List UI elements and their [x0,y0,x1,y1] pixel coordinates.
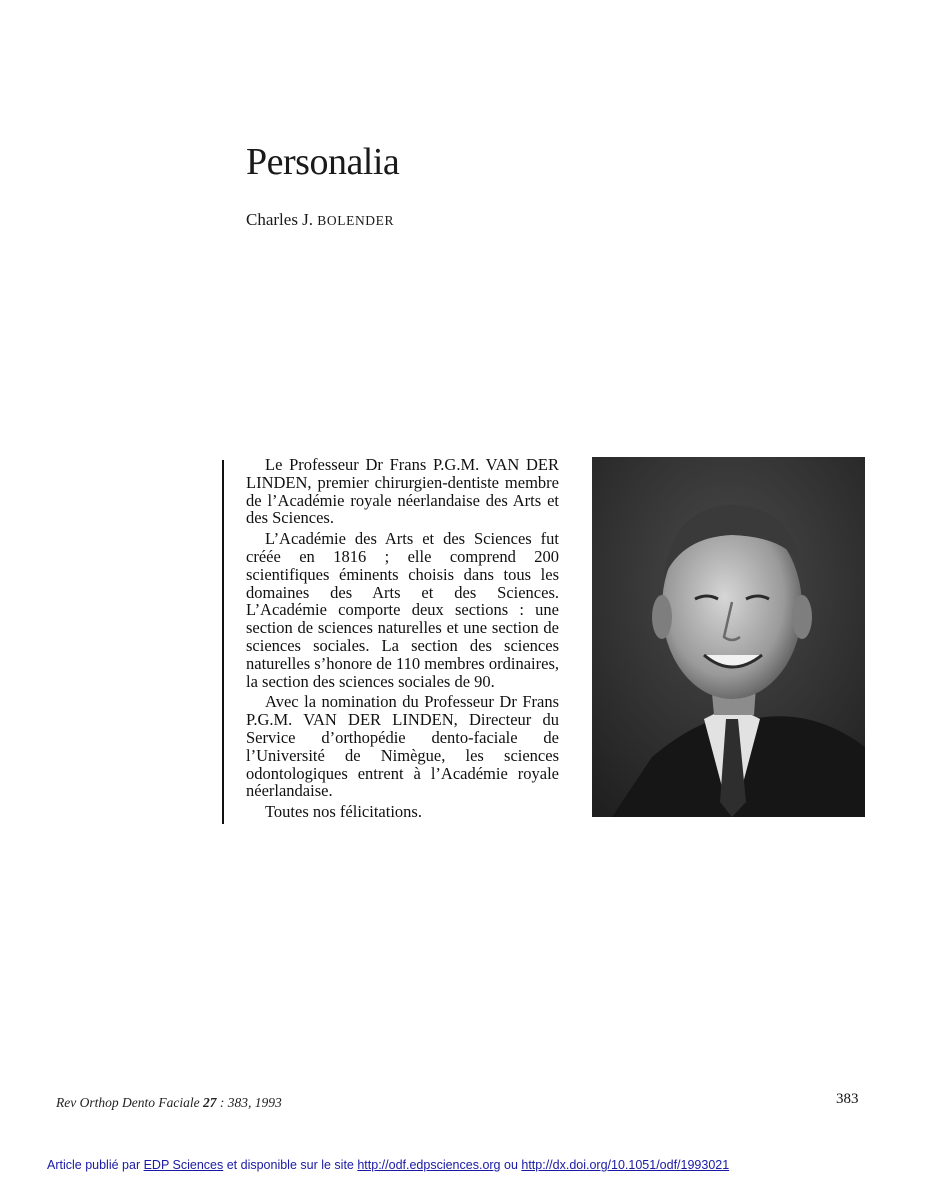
article-body [246,456,559,824]
article-paragraph: Avec la nomination du Professeur Dr Frans P.G.M. VAN DER LINDEN, Directeur du Service d’orthopédie dento-faciale de l’Université de Nimègue, les sciences odontologiques entrent à l’Académie royale néerlandaise. [246,692,559,801]
margin-rule [222,460,224,824]
article-paragraph: Le Professeur Dr Frans P.G.M. VAN DER LINDEN, premier chirurgien-dentiste membre de l’Académie royale néerlandaise des Arts et des Sciences. [246,455,559,528]
site-link[interactable]: http://odf.edpsciences.org [357,1158,501,1172]
citation-pages: : 383, 1993 [216,1095,282,1110]
page-title: Personalia [246,141,400,183]
banner-or: ou [500,1158,522,1172]
citation-journal: Rev Orthop Dento Faciale [56,1095,200,1110]
article-paragraph: Toutes nos félicitations. [265,802,422,822]
author-last-name: BOLENDER [317,213,395,228]
page-number: 383 [836,1091,859,1107]
author-name [246,210,394,230]
author-first-name: Charles J. [246,210,314,229]
publisher-banner [47,1158,729,1172]
doi-link[interactable]: http://dx.doi.org/10.1051/odf/1993021 [521,1158,730,1172]
portrait-photo [592,457,865,817]
banner-prefix: Article publié par [47,1158,144,1172]
publisher-link[interactable]: EDP Sciences [143,1158,224,1172]
article-paragraph: L’Académie des Arts et des Sciences fut créée en 1816 ; elle comprend 200 scientifiques éminents choisis dans tous les domaines des Arts et des Sciences. L’Académie comporte deux sections : une section de sciences naturelles et une section de sciences sociales. La section des sciences naturelles s’honore de 110 membres ordinaires, la section des sciences sociales de 90. [246,529,559,691]
banner-middle: et disponible sur le site [223,1158,358,1172]
journal-citation [56,1095,282,1111]
citation-volume: 27 [202,1095,217,1110]
